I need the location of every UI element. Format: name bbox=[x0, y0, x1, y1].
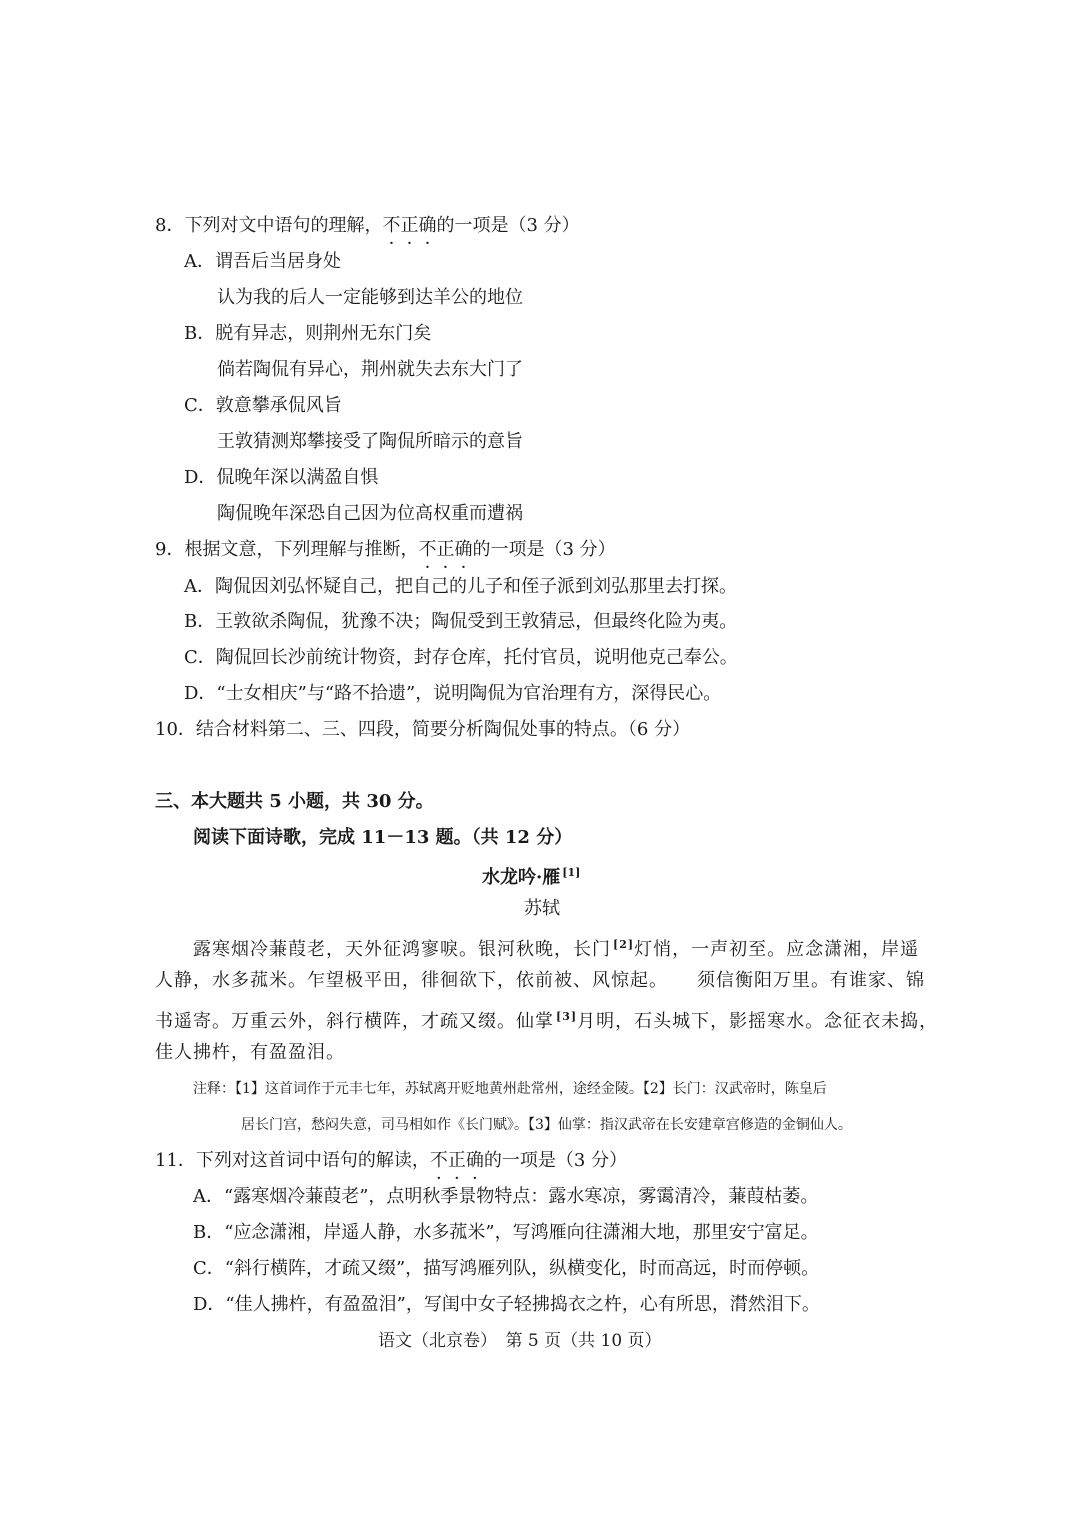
option-c-text: C．敦意攀承侃风旨 bbox=[184, 395, 342, 416]
emphasis-char: 确 bbox=[465, 1150, 484, 1171]
question-11-stem bbox=[155, 1149, 627, 1173]
emphasis-char: 确 bbox=[418, 215, 437, 236]
option-b-text: B．“应念潇湘，岸遥人静，水多菰米”，写鸿雁向往潇湘大地，那里安宁富足。 bbox=[193, 1222, 819, 1243]
stem-text: 9．根据文意，下列理解与推断， bbox=[155, 539, 419, 560]
footnote-marker: [2] bbox=[613, 938, 635, 951]
poem-text: 人静，水多菰米。乍望极平田，徘徊欲下，依前被、风惊起。 须信衡阳万里。有谁家、锦 bbox=[155, 970, 925, 991]
emphasis-char: 正 bbox=[400, 215, 419, 236]
footnote-marker: [1] bbox=[562, 866, 581, 879]
option-c-text: C．“斜行横阵，才疏又缀”，描写鸿雁列队，纵横变化，时而高远，时而停顿。 bbox=[193, 1258, 820, 1279]
option-b-text: B．王敦欲杀陶侃，犹豫不决；陶侃受到王敦猜忌，但最终化险为夷。 bbox=[184, 611, 738, 632]
question-9-stem bbox=[155, 538, 616, 562]
poem-text: 书遥寄。万重云外，斜行横阵，才疏又缀。仙掌 bbox=[155, 1011, 554, 1032]
page-footer: 语文（北京卷） 第 5 页（共 10 页） bbox=[378, 1331, 662, 1351]
emphasis-char: 不 bbox=[382, 215, 401, 236]
footnote-marker: [3] bbox=[556, 1010, 578, 1023]
option-b-text: B．脱有异志，则荆州无东门矣 bbox=[184, 323, 432, 344]
option-d-explanation: 陶侃晚年深恐自己因为位高权重而遭祸 bbox=[217, 503, 523, 524]
stem-text: 的一项是（3 分） bbox=[472, 539, 616, 560]
option-a-explanation: 认为我的后人一定能够到达羊公的地位 bbox=[217, 287, 523, 308]
emphasis-char: 正 bbox=[447, 1150, 466, 1171]
question-10-stem: 10．结合材料第二、三、四段，简要分析陶侃处事的特点。（6 分） bbox=[155, 719, 691, 740]
emphasis-char: 不 bbox=[429, 1150, 448, 1171]
section-heading: 三、本大题共 5 小题，共 30 分。 bbox=[155, 791, 434, 812]
poem-notes-line: 注释：【1】这首词作于元丰七年，苏轼离开贬地黄州赴常州，途经金陵。【2】长门：汉武帝时，陈皇后 bbox=[193, 1081, 827, 1097]
emphasis-char: 不 bbox=[418, 539, 437, 560]
poem-line bbox=[155, 1005, 938, 1034]
poem-text: 露寒烟冷蒹葭老，天外征鸿寥唳。银河秋晚，长门 bbox=[193, 939, 611, 960]
option-c-explanation: 王敦猜测郑攀接受了陶侃所暗示的意旨 bbox=[217, 431, 523, 452]
option-d-text: D．“士女相庆”与“路不拾遗”，说明陶侃为官治理有方，深得民心。 bbox=[184, 683, 722, 704]
option-d-text: D．侃晚年深以满盈自惧 bbox=[184, 467, 379, 488]
stem-text: 8．下列对文中语句的理解， bbox=[155, 215, 383, 236]
poem-line bbox=[155, 969, 925, 993]
emphasis-char: 确 bbox=[454, 539, 473, 560]
option-c-text: C．陶侃回长沙前统计物资，封存仓库，托付官员，说明他克己奉公。 bbox=[184, 647, 738, 668]
poem-notes-line: 居长门宫，愁闷失意，司马相如作《长门赋》。【3】仙掌：指汉武帝在长安建章宫修造的金铜仙人。 bbox=[241, 1117, 852, 1133]
option-d-text: D．“佳人拂杵，有盈盈泪”，写闺中女子轻拂捣衣之杵，心有所思，潸然泪下。 bbox=[193, 1294, 820, 1315]
emphasis-char: 正 bbox=[436, 539, 455, 560]
section-instruction: 阅读下面诗歌，完成 11－13 题。（共 12 分） bbox=[193, 827, 573, 848]
stem-text: 11．下列对这首词中语句的解读， bbox=[155, 1150, 430, 1171]
stem-text: 的一项是（3 分） bbox=[436, 215, 580, 236]
stem-text: 的一项是（3 分） bbox=[483, 1150, 628, 1171]
poem-line bbox=[155, 1041, 345, 1065]
poem-text: 月明，石头城下，影摇寒水。念征衣未捣， bbox=[577, 1011, 939, 1032]
option-a-text: A．“露寒烟冷蒹葭老”，点明秋季景物特点：露水寒凉，雾霭清冷，蒹葭枯萎。 bbox=[193, 1186, 819, 1207]
option-a-text: A．陶侃因刘弘怀疑自己，把自己的儿子和侄子派到刘弘那里去打探。 bbox=[184, 576, 737, 597]
poem-text: 佳人拂杵，有盈盈泪。 bbox=[155, 1042, 345, 1063]
option-b-explanation: 倘若陶侃有异心，荆州就失去东大门了 bbox=[217, 359, 523, 380]
poem-text: 灯悄，一声初至。应念潇湘，岸遥 bbox=[634, 939, 920, 960]
option-a-text: A．谓吾后当居身处 bbox=[184, 251, 341, 272]
question-8-stem bbox=[155, 214, 580, 238]
poem-title-text: 水龙吟·雁 bbox=[482, 867, 561, 888]
poem-line bbox=[193, 933, 919, 962]
poem-author: 苏轼 bbox=[524, 898, 560, 919]
poem-title bbox=[482, 861, 580, 890]
